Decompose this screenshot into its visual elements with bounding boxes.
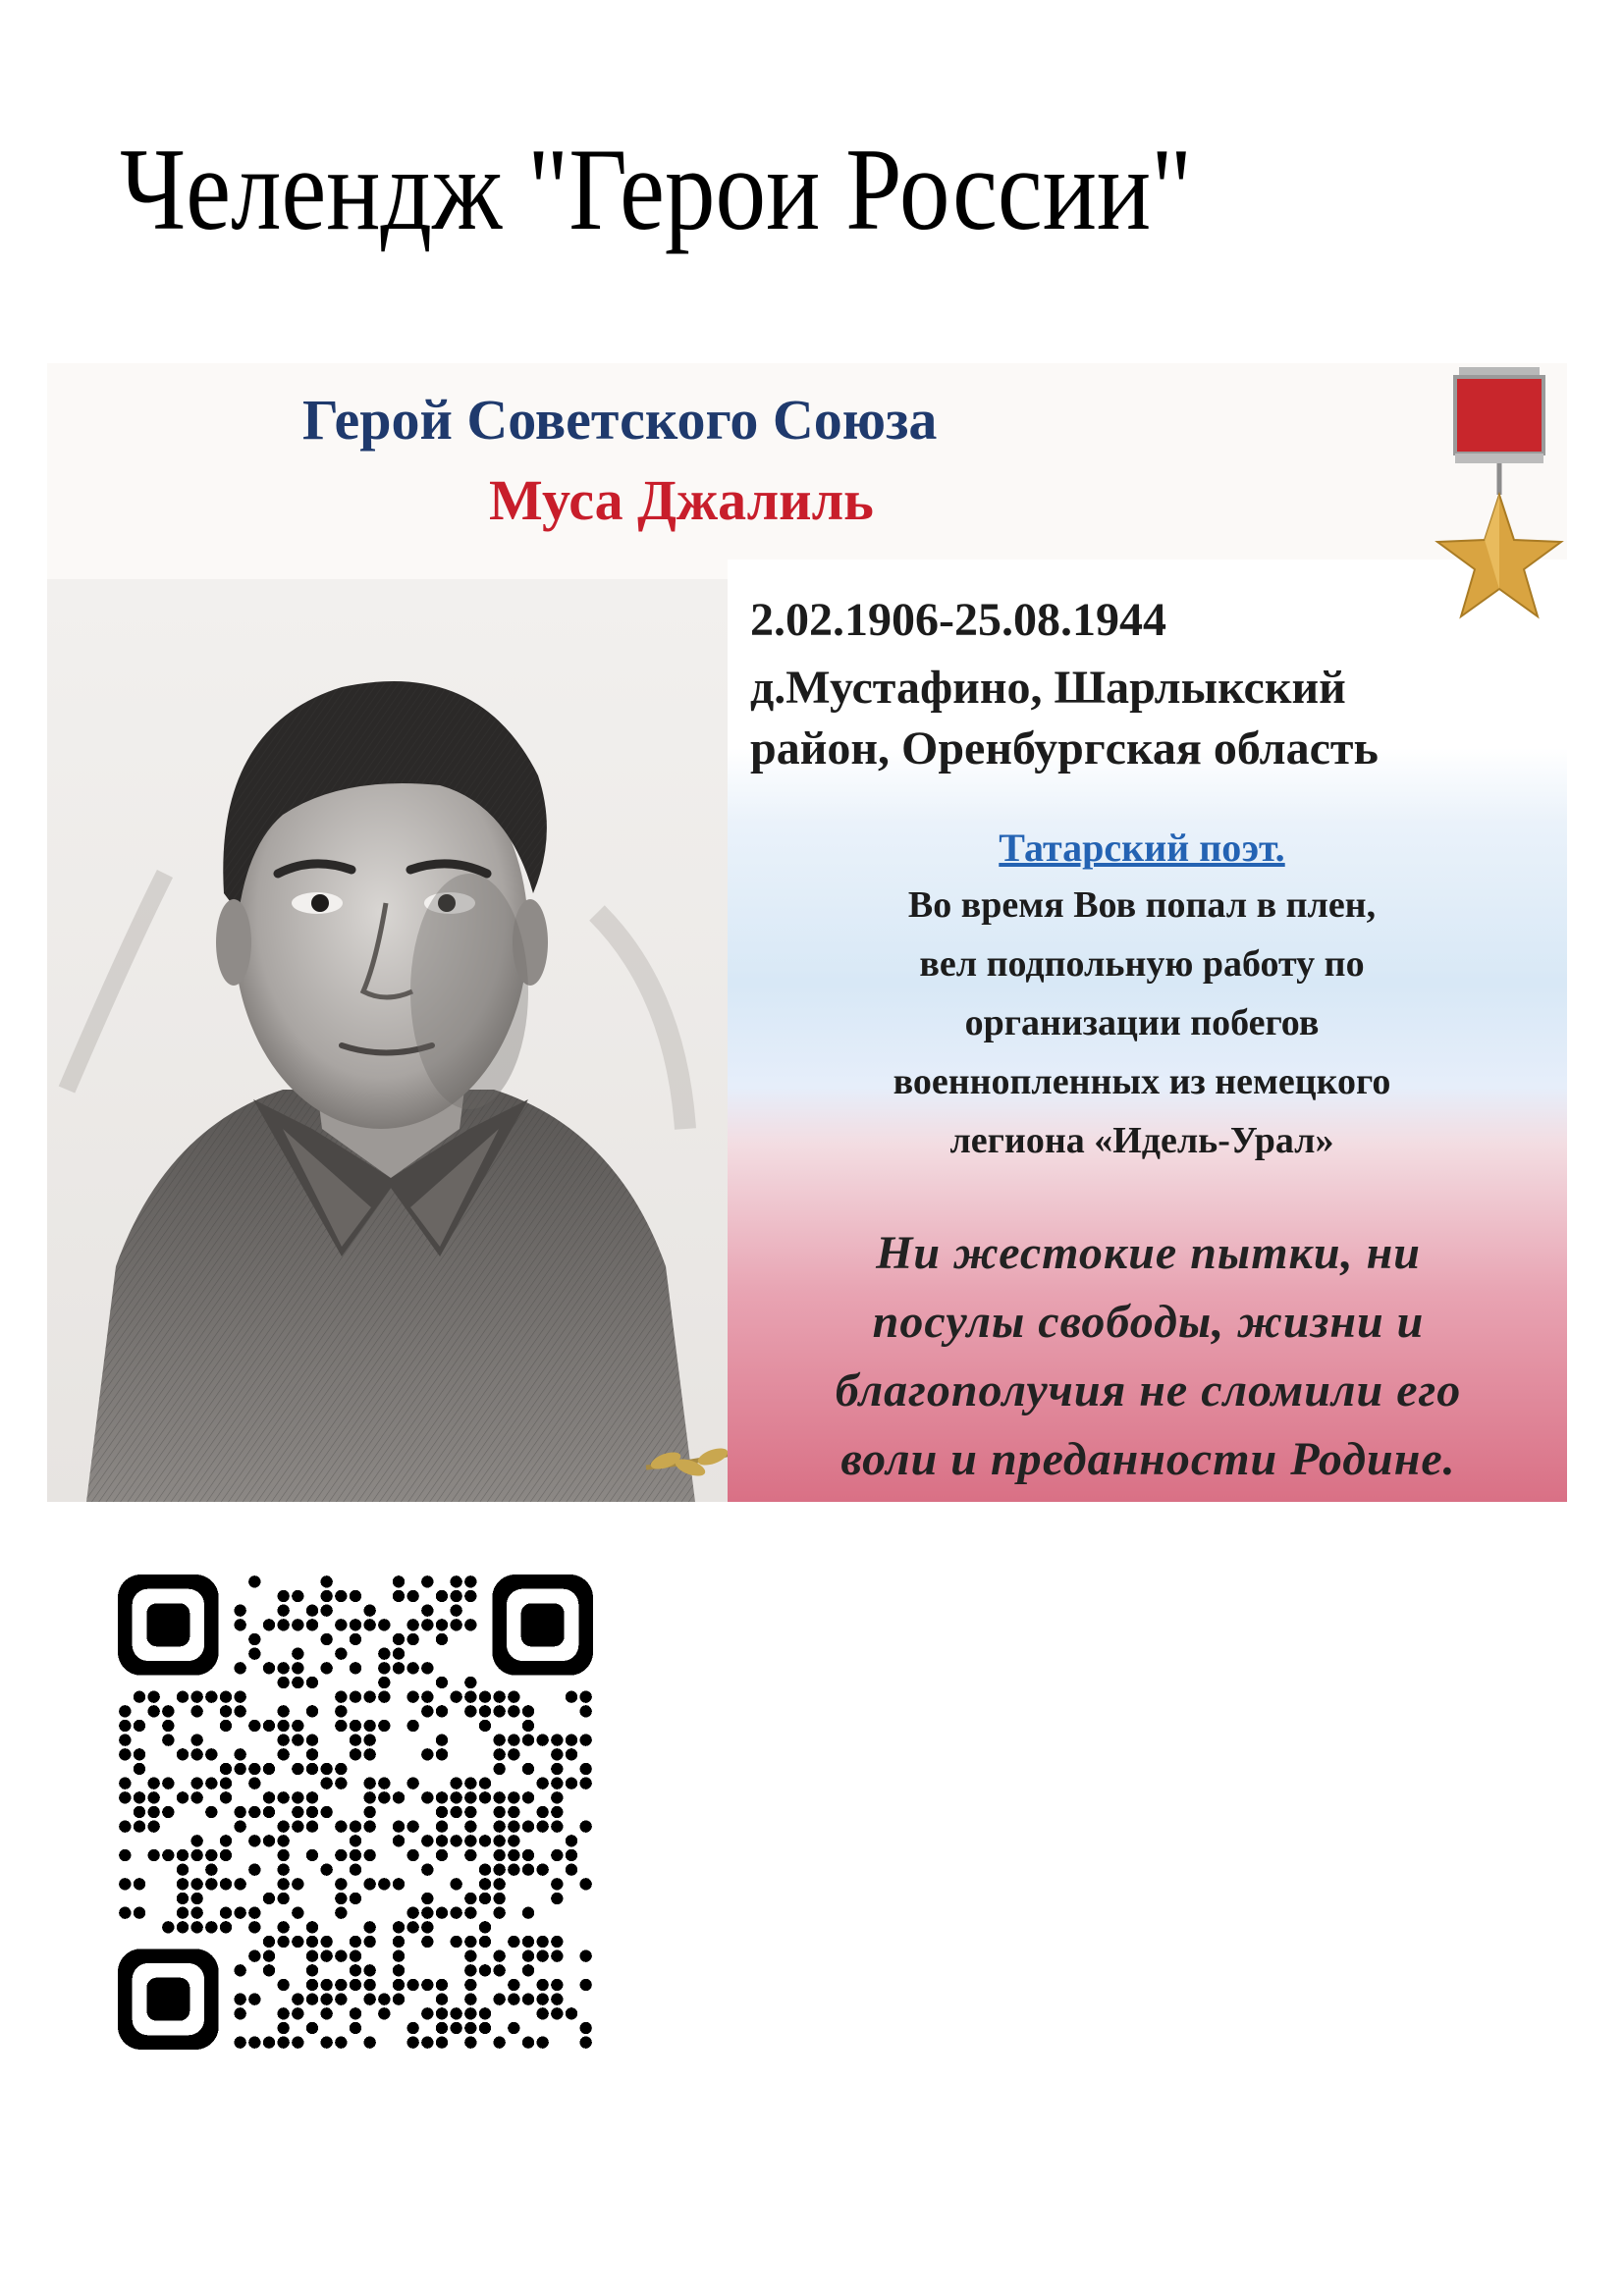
page-title: Челендж "Герои России" <box>120 124 1193 254</box>
hero-gold-star-medal-icon <box>1432 363 1567 628</box>
occupation-link[interactable]: Татарский поэт. <box>999 826 1285 870</box>
birthplace-line: д.Мустафино, Шарлыкский <box>750 662 1346 714</box>
bio-line: вел подпольную работу по <box>919 943 1365 985</box>
bio-line: Во время Вов попал в плен, <box>907 884 1377 926</box>
hero-quote <box>730 1219 1567 1494</box>
quote-line: благополучия не сломили его <box>835 1364 1462 1416</box>
quote-line: воли и преданности Родине. <box>840 1433 1456 1485</box>
life-dates: 2.02.1906-25.08.1944 <box>750 594 1166 646</box>
hero-card <box>47 363 1567 1502</box>
biography <box>734 876 1549 1170</box>
bio-line: военнопленных из немецкого <box>893 1061 1391 1102</box>
qr-code-icon[interactable] <box>118 1575 593 2050</box>
card-heading: Герой Советского Союза <box>302 388 938 452</box>
hero-portrait <box>47 579 728 1502</box>
birthplace-line: район, Оренбургская область <box>750 722 1379 774</box>
quote-line: посулы свободы, жизни и <box>872 1296 1425 1348</box>
quote-line: Ни жестокие пытки, ни <box>876 1227 1421 1279</box>
hero-name: Муса Джалиль <box>489 468 874 532</box>
birthplace <box>750 658 1565 779</box>
bio-line: организации побегов <box>964 1002 1320 1043</box>
bio-line: легиона «Идель-Урал» <box>949 1120 1334 1161</box>
